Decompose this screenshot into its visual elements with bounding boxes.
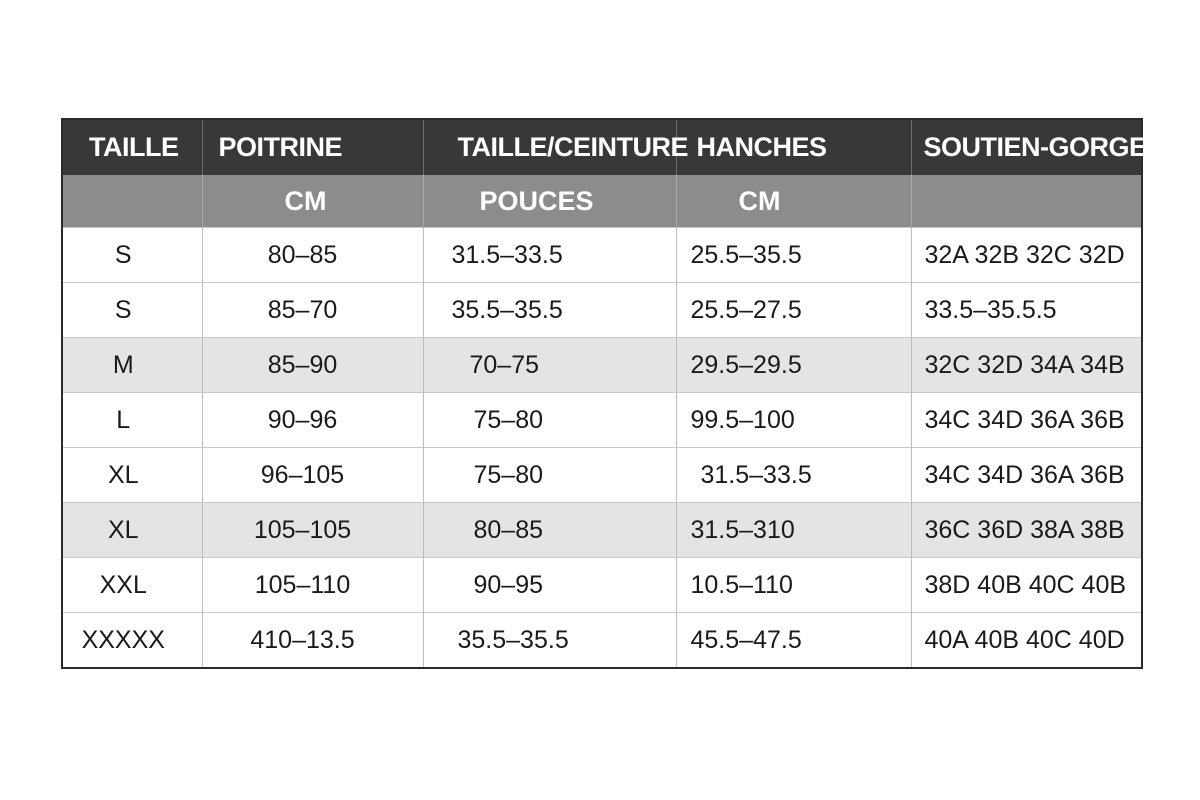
waist-cell: 75–80 bbox=[423, 448, 676, 503]
waist-cell: 70–75 bbox=[423, 338, 676, 393]
chest-cell: 410–13.5 bbox=[202, 613, 423, 669]
hips-cell: 10.5–110 bbox=[676, 558, 911, 613]
size-chart-table bbox=[61, 118, 1147, 669]
size-cell: L bbox=[62, 393, 202, 448]
unit-waist: POUCES bbox=[423, 175, 676, 228]
waist-cell: 90–95 bbox=[423, 558, 676, 613]
bra-cell: 33.5–35.5.5 bbox=[911, 283, 1142, 338]
waist-cell: 80–85 bbox=[423, 503, 676, 558]
unit-size bbox=[62, 175, 202, 228]
header-hips: HANCHES bbox=[676, 119, 911, 175]
chest-cell: 80–85 bbox=[202, 228, 423, 283]
bra-cell: 34C 34D 36A 36B bbox=[911, 393, 1142, 448]
bra-cell: 40A 40B 40C 40D bbox=[911, 613, 1142, 669]
unit-chest: CM bbox=[202, 175, 423, 228]
size-cell: M bbox=[62, 338, 202, 393]
unit-hips: CM bbox=[676, 175, 911, 228]
header-row bbox=[62, 119, 1142, 175]
header-chest: POITRINE bbox=[202, 119, 423, 175]
table-row bbox=[62, 503, 1142, 558]
size-cell: XXXXX bbox=[62, 613, 202, 669]
header-waist: TAILLE/CEINTURE bbox=[423, 119, 676, 175]
units-row bbox=[62, 175, 1142, 228]
table-row bbox=[62, 448, 1142, 503]
size-cell: XL bbox=[62, 503, 202, 558]
waist-cell: 35.5–35.5 bbox=[423, 613, 676, 669]
waist-cell: 75–80 bbox=[423, 393, 676, 448]
hips-cell: 31.5–310 bbox=[676, 503, 911, 558]
hips-cell: 31.5–33.5 bbox=[676, 448, 911, 503]
unit-bra bbox=[911, 175, 1142, 228]
size-cell: XL bbox=[62, 448, 202, 503]
bra-cell: 32A 32B 32C 32D bbox=[911, 228, 1142, 283]
chest-cell: 105–105 bbox=[202, 503, 423, 558]
waist-cell: 35.5–35.5 bbox=[423, 283, 676, 338]
table-row bbox=[62, 283, 1142, 338]
hips-cell: 99.5–100 bbox=[676, 393, 911, 448]
waist-cell: 31.5–33.5 bbox=[423, 228, 676, 283]
table-row bbox=[62, 558, 1142, 613]
chest-cell: 85–70 bbox=[202, 283, 423, 338]
hips-cell: 25.5–27.5 bbox=[676, 283, 911, 338]
table-row bbox=[62, 613, 1142, 669]
chest-cell: 96–105 bbox=[202, 448, 423, 503]
hips-cell: 45.5–47.5 bbox=[676, 613, 911, 669]
table-row bbox=[62, 338, 1142, 393]
hips-cell: 29.5–29.5 bbox=[676, 338, 911, 393]
chest-cell: 105–110 bbox=[202, 558, 423, 613]
size-cell: S bbox=[62, 283, 202, 338]
size-cell: S bbox=[62, 228, 202, 283]
header-size: TAILLE bbox=[62, 119, 202, 175]
table-row bbox=[62, 228, 1142, 283]
hips-cell: 25.5–35.5 bbox=[676, 228, 911, 283]
bra-cell: 38D 40B 40C 40B bbox=[911, 558, 1142, 613]
table-row bbox=[62, 393, 1142, 448]
chest-cell: 90–96 bbox=[202, 393, 423, 448]
size-cell: XXL bbox=[62, 558, 202, 613]
bra-cell: 34C 34D 36A 36B bbox=[911, 448, 1142, 503]
bra-cell: 36C 36D 38A 38B bbox=[911, 503, 1142, 558]
chest-cell: 85–90 bbox=[202, 338, 423, 393]
bra-cell: 32C 32D 34A 34B bbox=[911, 338, 1142, 393]
header-bra: SOUTIEN-GORGE bbox=[911, 119, 1142, 175]
